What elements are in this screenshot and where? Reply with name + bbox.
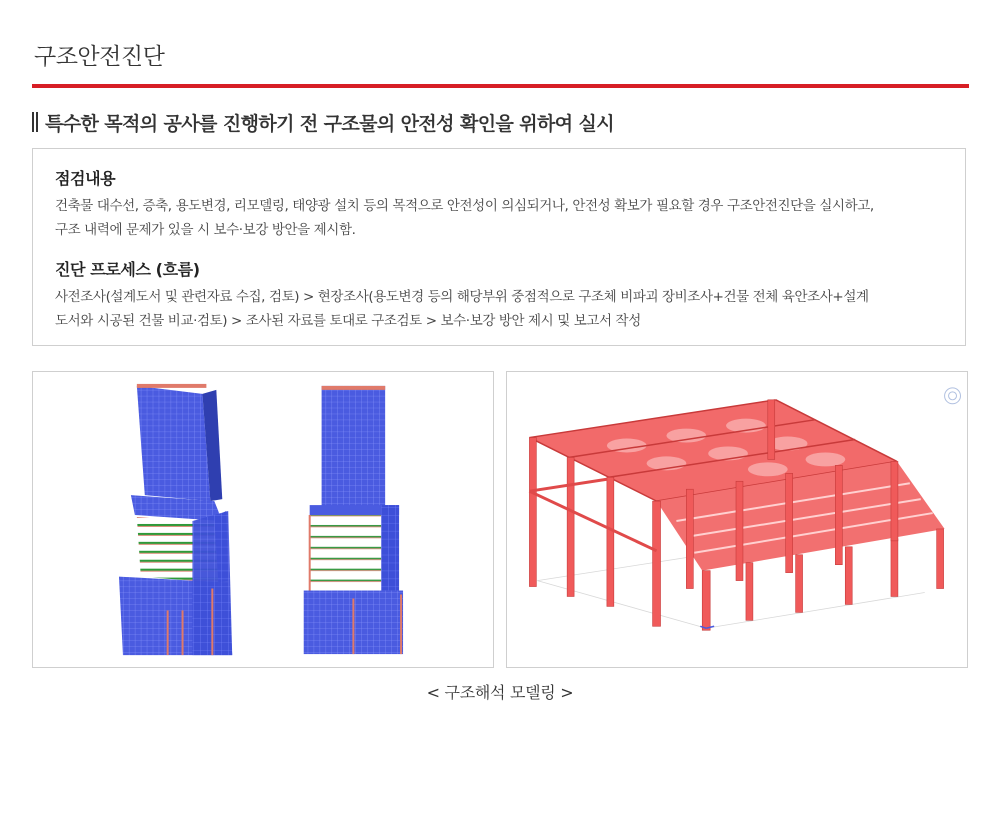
inspection-description: [55, 194, 943, 242]
tower-model-image: [32, 371, 494, 668]
process-description: [55, 285, 943, 333]
info-box: [32, 148, 966, 346]
frame-model-image: [506, 371, 968, 668]
view-cube-icon: [945, 388, 961, 404]
tower-2: [304, 386, 403, 654]
process-line-1: 사전조사(설계도서 및 관련자료 수집, 검토) > 현장조사(용도변경 등의 해당부위 중점적으로 구조체 비파괴 장비조사+건물 전체 육안조사+설계: [55, 289, 869, 305]
heading-bar-icon: [32, 112, 38, 132]
section-heading-text: 특수한 목적의 공사를 진행하기 전 구조물의 안전성 확인을 위하여 실시: [45, 112, 615, 135]
section-heading: [32, 108, 614, 136]
tower-1: [119, 384, 232, 655]
process-title: 진단 프로세스 (흐름): [55, 260, 200, 279]
inspection-line-2: 구조 내력에 문제가 있을 시 보수·보강 방안을 제시함.: [55, 222, 356, 238]
process-line-2: 도서와 시공된 건물 비교·검토) > 조사된 자료를 토대로 구조검토 > 보수·보강 방안 제시 및 보고서 작성: [55, 313, 641, 329]
figure-caption: < 구조해석 모델링 >: [426, 683, 574, 702]
inspection-title: 점검내용: [55, 169, 116, 188]
title-divider: [32, 84, 969, 88]
page-title: 구조안전진단: [34, 44, 165, 70]
inspection-line-1: 건축물 대수선, 증축, 용도변경, 리모델링, 태양광 설치 등의 목적으로 안전성이 의심되거나, 안전성 확보가 필요할 경우 구조안전진단을 실시하고,: [55, 198, 874, 214]
